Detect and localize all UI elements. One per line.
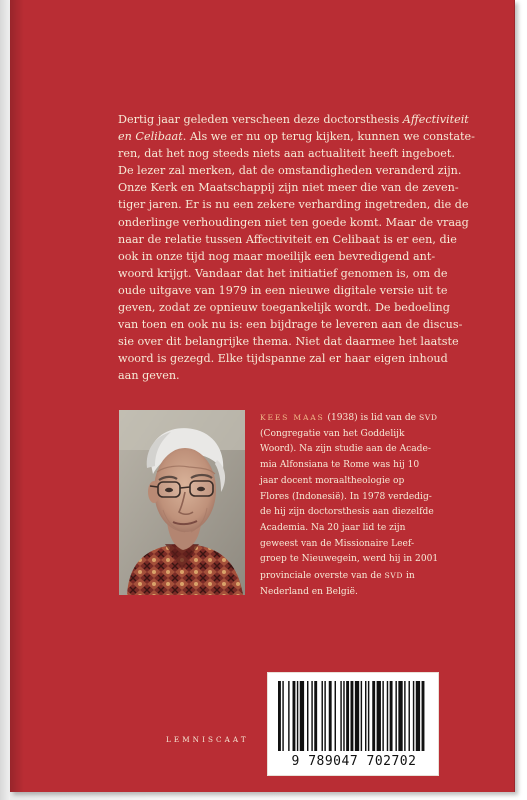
barcode-bar [340,681,341,751]
barcode-bar [365,681,366,751]
blurb-line: tiger jaren. Er is nu een zekere verharding ingetreden, die de [118,198,469,212]
blurb-line: naar de relatie tussen Affectiviteit en Celibaat is er een, die [118,232,457,246]
blurb-line: Dertig jaar geleden verscheen deze doctorsthesis Affectiviteit [118,113,469,126]
svd-abbreviation: SVD [384,571,404,581]
blurb-line: en Celibaat. Als we er nu op terug kijken, kunnen we constate- [118,130,475,144]
isbn-barcode [267,672,439,776]
barcode-bar [314,681,317,751]
blurb-line: woord krijgt. Vandaar dat het initiatief genomen is, om de [118,266,448,280]
blurb-line: onderlinge verhoudingen niet ten goede komt. Maar de vraag [118,215,469,229]
barcode-bar [361,681,362,751]
barcode-bar [368,681,369,751]
blurb-line: woord is gezegd. Elke tijdspanne zal er haar eigen inhoud [118,352,448,366]
barcode-bar [329,681,332,751]
bio-line: Nederland en België. [260,586,358,597]
barcode-bar [395,681,396,751]
barcode-bar [404,681,405,751]
bio-line: Woord). Na zijn studie aan de Acade- [260,444,431,455]
bio-line: (Congregatie van het Goddelijk [260,428,405,439]
author-bio [260,410,455,600]
barcode-bar [377,681,381,751]
barcode-bars [268,673,440,755]
bio-line: Flores (Indonesië). In 1978 verdedig- [260,491,432,502]
barcode-bar [324,681,325,751]
author-name: KEES MAAS [260,413,325,422]
spine-shadow [10,0,24,792]
blurb-line: oude uitgave van 1979 in een nieuwe digitale versie uit te [118,283,448,297]
barcode-bar [409,681,410,751]
blurb-line: sie over dit belangrijke thema. Niet dat daarmee het laatste [118,335,459,349]
bio-line: KEES MAAS (1938) is lid van de SVD [260,413,438,423]
publisher-name: LEMNISCAAT [166,735,249,744]
barcode-bar [416,681,420,751]
back-cover [10,0,515,792]
barcode-bar [278,681,281,751]
barcode-bar [282,681,283,751]
barcode-bar [288,681,289,751]
barcode-bar [300,681,304,751]
author-photo [119,410,245,595]
book-title-part-2: en Celibaat [118,130,183,144]
blurb-line: Onze Kerk en Maatschappij zijn niet meer die van de zeven- [118,181,459,195]
book-title-part-1: Affectiviteit [402,113,469,126]
barcode-bar [387,681,388,751]
blurb-line: geven, zodat ze opnieuw toegankelijk wordt. De bedoeling [118,301,450,315]
bio-line: jaar docent moraaltheologie op [260,475,405,486]
barcode-bar [297,681,298,751]
blurb-text [118,111,475,385]
blurb-line: ren, dat het nog steeds niets aan actualiteit heeft ingeboet. [118,147,455,161]
bio-line: geweest van de Missionaire Leef- [260,538,415,549]
barcode-bar [390,681,393,751]
bio-line: Academia. Na 20 jaar lid te zijn [260,522,406,533]
barcode-bar [351,681,354,751]
barcode-bar [293,681,296,751]
blurb-line: aan geven. [118,369,180,383]
bio-line: groep te Nieuwegein, werd hij in 2001 [260,554,439,565]
barcode-bar [413,681,414,751]
barcode-bar [382,681,383,751]
isbn-number: 9 789047 702702 [291,754,417,769]
barcode-bar [346,681,349,751]
barcode-bar [398,681,402,751]
blurb-line: van toen en ook nu is: een bijdrage te leveren aan de discus- [118,318,463,332]
blurb-line: ook in onze tijd nog maar moeilijk een bevredigend ant- [118,249,436,263]
bio-line: mia Alfonsiana te Rome was hij 10 [260,460,420,471]
bio-line: provinciale overste van de SVD in [260,571,415,582]
barcode-bar [322,681,323,751]
blurb-line: De lezer zal merken, dat de omstandigheden veranderd zijn. [118,164,462,178]
book-page-edge [0,0,10,800]
barcode-bar [343,681,344,751]
barcode-bar [335,681,336,751]
barcode-bar [372,681,375,751]
barcode-bar [422,681,425,751]
barcode-bar [307,681,308,751]
bio-line: de hij zijn doctorsthesis aan diezelfde [260,507,434,518]
author-portrait-image [119,410,245,595]
barcode-bar [311,681,312,751]
barcode-bar [355,681,359,751]
svd-abbreviation: SVD [418,413,438,422]
